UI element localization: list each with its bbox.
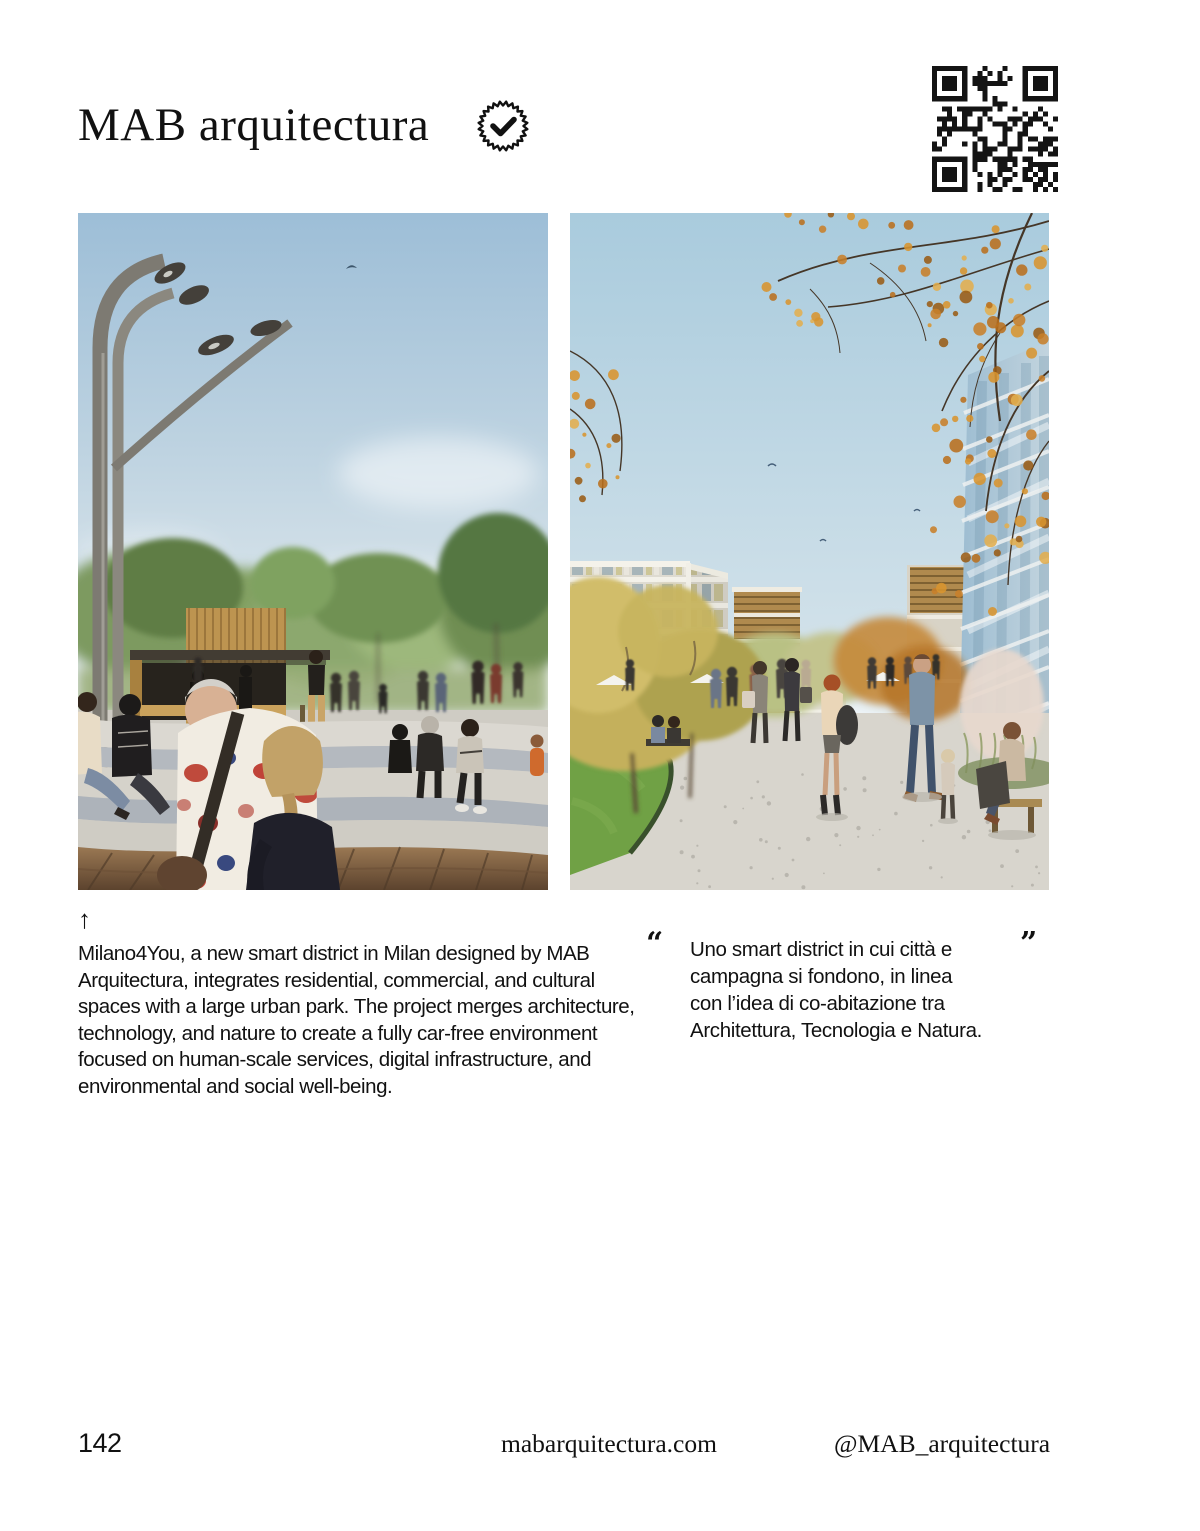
smart-district-promenade-rendering <box>570 213 1049 890</box>
website-link[interactable]: mabarquitectura.com <box>501 1429 717 1458</box>
description-line: spaces with a large urban park. The project merges architecture, <box>78 995 635 1018</box>
park-amphitheater-rendering <box>78 213 548 890</box>
up-arrow-icon: ↑ <box>78 904 91 934</box>
quote-line: Architettura, Tecnologia e Natura. <box>690 1019 982 1042</box>
open-quote-icon: “ <box>646 926 664 961</box>
figure-left-park-render <box>78 213 548 890</box>
page-number: 142 <box>78 1428 122 1458</box>
quote-line: Uno smart district in cui città e <box>690 938 952 961</box>
qr-code[interactable] <box>932 66 1058 192</box>
description-line: Arquitectura, integrates residential, commercial, and cultural <box>78 968 595 992</box>
page-title: MAB arquitectura <box>78 99 430 151</box>
description-line: environmental and social well-being. <box>78 1074 393 1098</box>
quote-line: con l’idea di co-abitazione tra <box>690 992 945 1015</box>
child-orange <box>530 735 544 777</box>
description-line: technology, and nature to create a fully car-free environment <box>78 1021 598 1045</box>
quote-line: campagna si fondono, in linea <box>690 965 953 988</box>
figure-right-district-render <box>570 213 1049 890</box>
description-line: focused on human-scale services, digital infrastructure, and <box>78 1048 592 1071</box>
verified-seal-check-icon <box>477 100 529 152</box>
project-description <box>78 941 635 1100</box>
social-handle-link[interactable]: @MAB_arquitectura <box>834 1429 1051 1458</box>
close-quote-icon: ” <box>1020 926 1038 961</box>
pull-quote <box>690 936 982 1044</box>
description-line: Milano4You, a new smart district in Milan designed by MAB <box>78 942 590 965</box>
